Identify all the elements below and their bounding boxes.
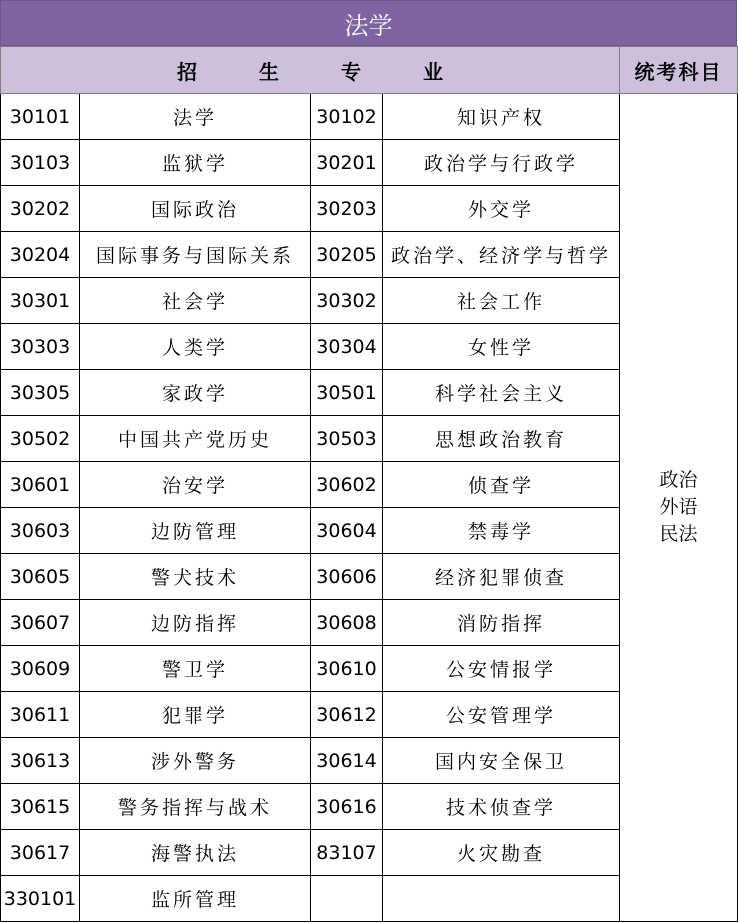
major-name: 国际事务与国际关系 — [80, 232, 311, 278]
major-name: 思想政治教育 — [383, 416, 620, 462]
major-name: 科学社会主义 — [383, 370, 620, 416]
major-code: 30502 — [1, 416, 80, 462]
major-name — [383, 876, 620, 922]
header-major-char: 专 — [341, 59, 361, 84]
major-code: 30103 — [1, 140, 80, 186]
major-code: 30607 — [1, 600, 80, 646]
major-code: 30601 — [1, 462, 80, 508]
major-code: 30605 — [1, 554, 80, 600]
exam-subject: 政治 — [659, 469, 698, 491]
major-name: 涉外警务 — [80, 738, 311, 784]
major-name: 治安学 — [80, 462, 311, 508]
major-code: 30204 — [1, 232, 80, 278]
major-code: 30616 — [311, 784, 383, 830]
major-name: 监所管理 — [80, 876, 311, 922]
major-name: 人类学 — [80, 324, 311, 370]
major-name: 经济犯罪侦查 — [383, 554, 620, 600]
major-table — [0, 46, 738, 922]
major-code: 30305 — [1, 370, 80, 416]
major-code: 30302 — [311, 278, 383, 324]
major-name: 警务指挥与战术 — [80, 784, 311, 830]
header-subjects: 统考科目 — [620, 47, 738, 94]
major-code: 30606 — [311, 554, 383, 600]
major-code: 30501 — [311, 370, 383, 416]
major-code: 30610 — [311, 646, 383, 692]
major-name: 社会学 — [80, 278, 311, 324]
major-code: 83107 — [311, 830, 383, 876]
major-code: 30205 — [311, 232, 383, 278]
major-name: 边防指挥 — [80, 600, 311, 646]
major-code: 30613 — [1, 738, 80, 784]
exam-subjects-cell — [620, 94, 738, 922]
table-row — [1, 94, 738, 140]
exam-subject: 民法 — [659, 523, 698, 545]
major-code: 30301 — [1, 278, 80, 324]
major-name: 禁毒学 — [383, 508, 620, 554]
major-name: 侦查学 — [383, 462, 620, 508]
major-name: 家政学 — [80, 370, 311, 416]
major-name: 监狱学 — [80, 140, 311, 186]
major-name: 火灾勘查 — [383, 830, 620, 876]
major-code: 330101 — [1, 876, 80, 922]
major-name: 法学 — [80, 94, 311, 140]
major-code: 30611 — [1, 692, 80, 738]
major-code: 30617 — [1, 830, 80, 876]
major-name: 边防管理 — [80, 508, 311, 554]
major-name: 犯罪学 — [80, 692, 311, 738]
major-name: 社会工作 — [383, 278, 620, 324]
major-code: 30603 — [1, 508, 80, 554]
major-code: 30303 — [1, 324, 80, 370]
major-code: 30304 — [311, 324, 383, 370]
major-code: 30101 — [1, 94, 80, 140]
major-code: 30609 — [1, 646, 80, 692]
major-code: 30102 — [311, 94, 383, 140]
major-name: 外交学 — [383, 186, 620, 232]
exam-subject: 外语 — [659, 496, 698, 518]
major-code: 30202 — [1, 186, 80, 232]
major-name: 公安情报学 — [383, 646, 620, 692]
major-name: 国内安全保卫 — [383, 738, 620, 784]
major-name: 知识产权 — [383, 94, 620, 140]
major-name: 中国共产党历史 — [80, 416, 311, 462]
major-name: 警犬技术 — [80, 554, 311, 600]
table-title: 法学 — [0, 0, 737, 46]
major-name: 女性学 — [383, 324, 620, 370]
major-name: 公安管理学 — [383, 692, 620, 738]
major-name: 海警执法 — [80, 830, 311, 876]
major-code: 30503 — [311, 416, 383, 462]
major-code: 30615 — [1, 784, 80, 830]
major-name: 政治学与行政学 — [383, 140, 620, 186]
major-code — [311, 876, 383, 922]
major-name: 警卫学 — [80, 646, 311, 692]
major-code: 30203 — [311, 186, 383, 232]
header-major-char: 生 — [259, 59, 279, 84]
major-code: 30612 — [311, 692, 383, 738]
header-major — [1, 47, 620, 94]
major-name: 政治学、经济学与哲学 — [383, 232, 620, 278]
major-code: 30604 — [311, 508, 383, 554]
major-name: 国际政治 — [80, 186, 311, 232]
header-row — [1, 47, 738, 94]
major-code: 30608 — [311, 600, 383, 646]
header-major-char: 招 — [177, 59, 197, 84]
major-code: 30201 — [311, 140, 383, 186]
major-name: 技术侦查学 — [383, 784, 620, 830]
header-major-char: 业 — [423, 59, 443, 84]
major-name: 消防指挥 — [383, 600, 620, 646]
major-code: 30614 — [311, 738, 383, 784]
major-code: 30602 — [311, 462, 383, 508]
